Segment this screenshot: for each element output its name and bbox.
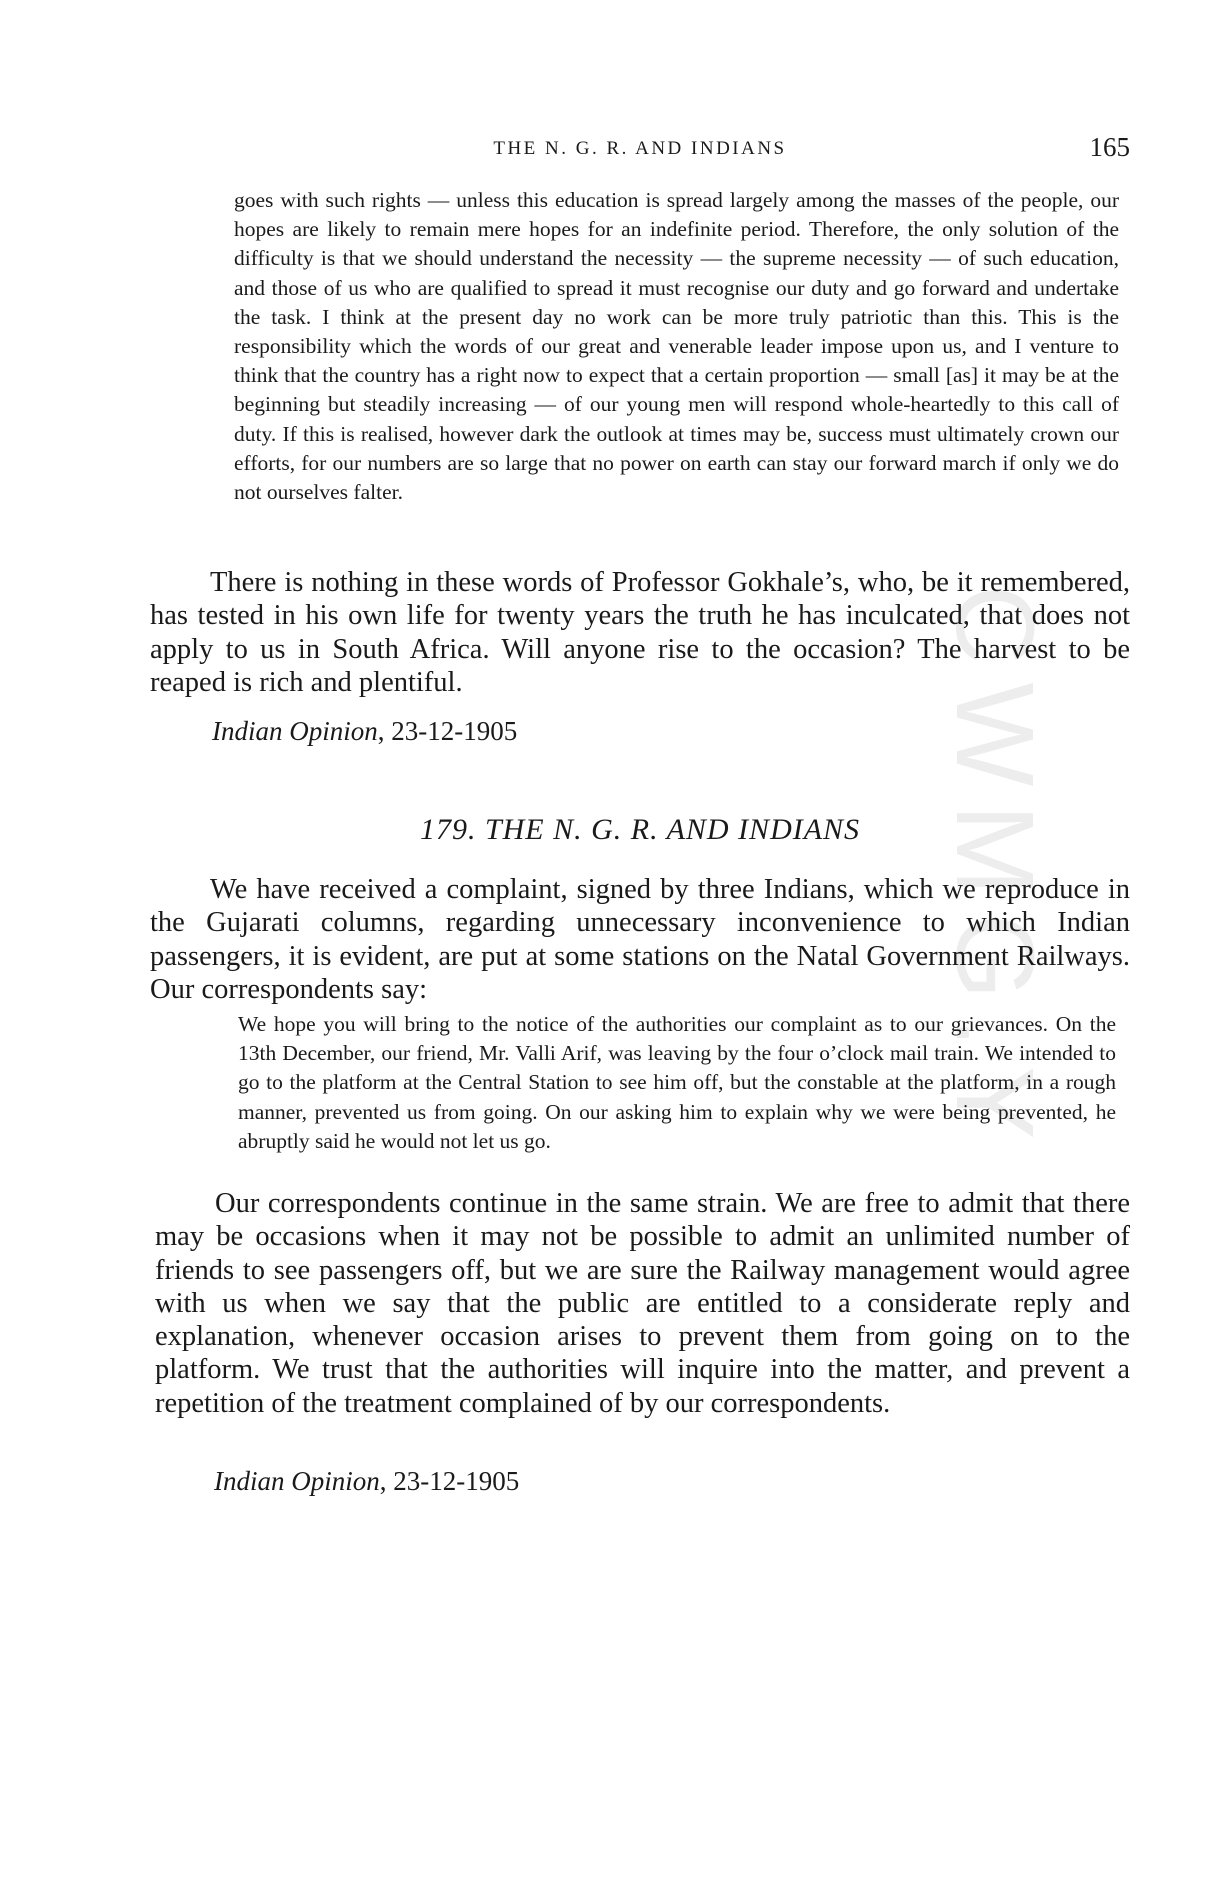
quoted-complaint	[238, 1010, 1116, 1156]
paragraph-text: There is nothing in these words of Professor Gokhale’s, who, be it remembered, has tested in his own life for twenty years the truth he has inculcated, that does not apply to us in South Africa. Will anyone rise to the occasion? The harvest to be reaped is rich and plentiful.	[150, 567, 1130, 698]
intro-paragraph	[150, 873, 1130, 1006]
source-date: , 23-12-1905	[379, 1466, 520, 1496]
running-head: THE N. G. R. AND INDIANS	[493, 138, 787, 159]
section-title: 179. THE N. G. R. AND INDIANS	[419, 813, 861, 846]
quote-text: We hope you will bring to the notice of the authorities our complaint as to our grievances. On the 13th December, our friend, Mr. Valli Arif, was leaving by the four o’clock mail train. We intended to go to the platform at the Central Station to see him off, but the constable at the platform, in a rough manner, prevented us from going. On our asking him to explain why we were being prevented, he abruptly said he would not let us go.	[238, 1012, 1116, 1153]
source-date: , 23-12-1905	[377, 716, 518, 746]
paragraph-text: We have received a complaint, signed by three Indians, which we reproduce in the Gujarati columns, regarding unnecessary inconvenience to which Indian passengers, it is evident, are put at some stations on the Natal Government Railways. Our correspondents say:	[150, 874, 1130, 1005]
quoted-passage-gokhale	[234, 186, 1119, 507]
page-number: 165	[1089, 132, 1130, 162]
source-publication: Indian Opinion	[212, 716, 378, 746]
commentary-paragraph	[150, 566, 1130, 699]
watermark: CWMG.Y	[933, 585, 1056, 1158]
page-header	[150, 132, 1130, 172]
source-publication: Indian Opinion	[214, 1466, 380, 1496]
source-citation	[214, 1466, 519, 1497]
response-paragraph	[155, 1187, 1130, 1420]
quote-text: goes with such rights — unless this education is spread largely among the masses of the people, our hopes are likely to remain mere hopes for an indefinite period. Therefore, the only solution of the difficulty is that we should understand the necessity — the supreme necessity — of such education, and those of us who are qualified to spread it must recognise our duty and go forward and undertake the task. I think at the present day no work can be more truly patriotic than this. This is the responsibility which the words of our great and venerable leader impose upon us, and I venture to think that the country has a right now to expect that a certain proportion — small [as] it may be at the beginning but steadily increasing — of our young men will respond whole-heartedly to this call of duty. If this is realised, however dark the outlook at times may be, success must ultimately crown our efforts, for our numbers are so large that no power on earth can stay our forward march if only we do not ourselves falter.	[234, 188, 1119, 505]
source-citation	[212, 716, 517, 747]
paragraph-text: Our correspondents continue in the same strain. We are free to admit that there may be occasions when it may not be possible to admit an unlimited number of friends to see passengers off, but we are sure the Railway management would agree with us when we say that the public are entitled to a considerate reply and explanation, whenever occasion arises to prevent them from going on to the platform. We trust that the authorities will inquire into the matter, and prevent a repetition of the treatment complained of by our correspondents.	[155, 1188, 1130, 1419]
